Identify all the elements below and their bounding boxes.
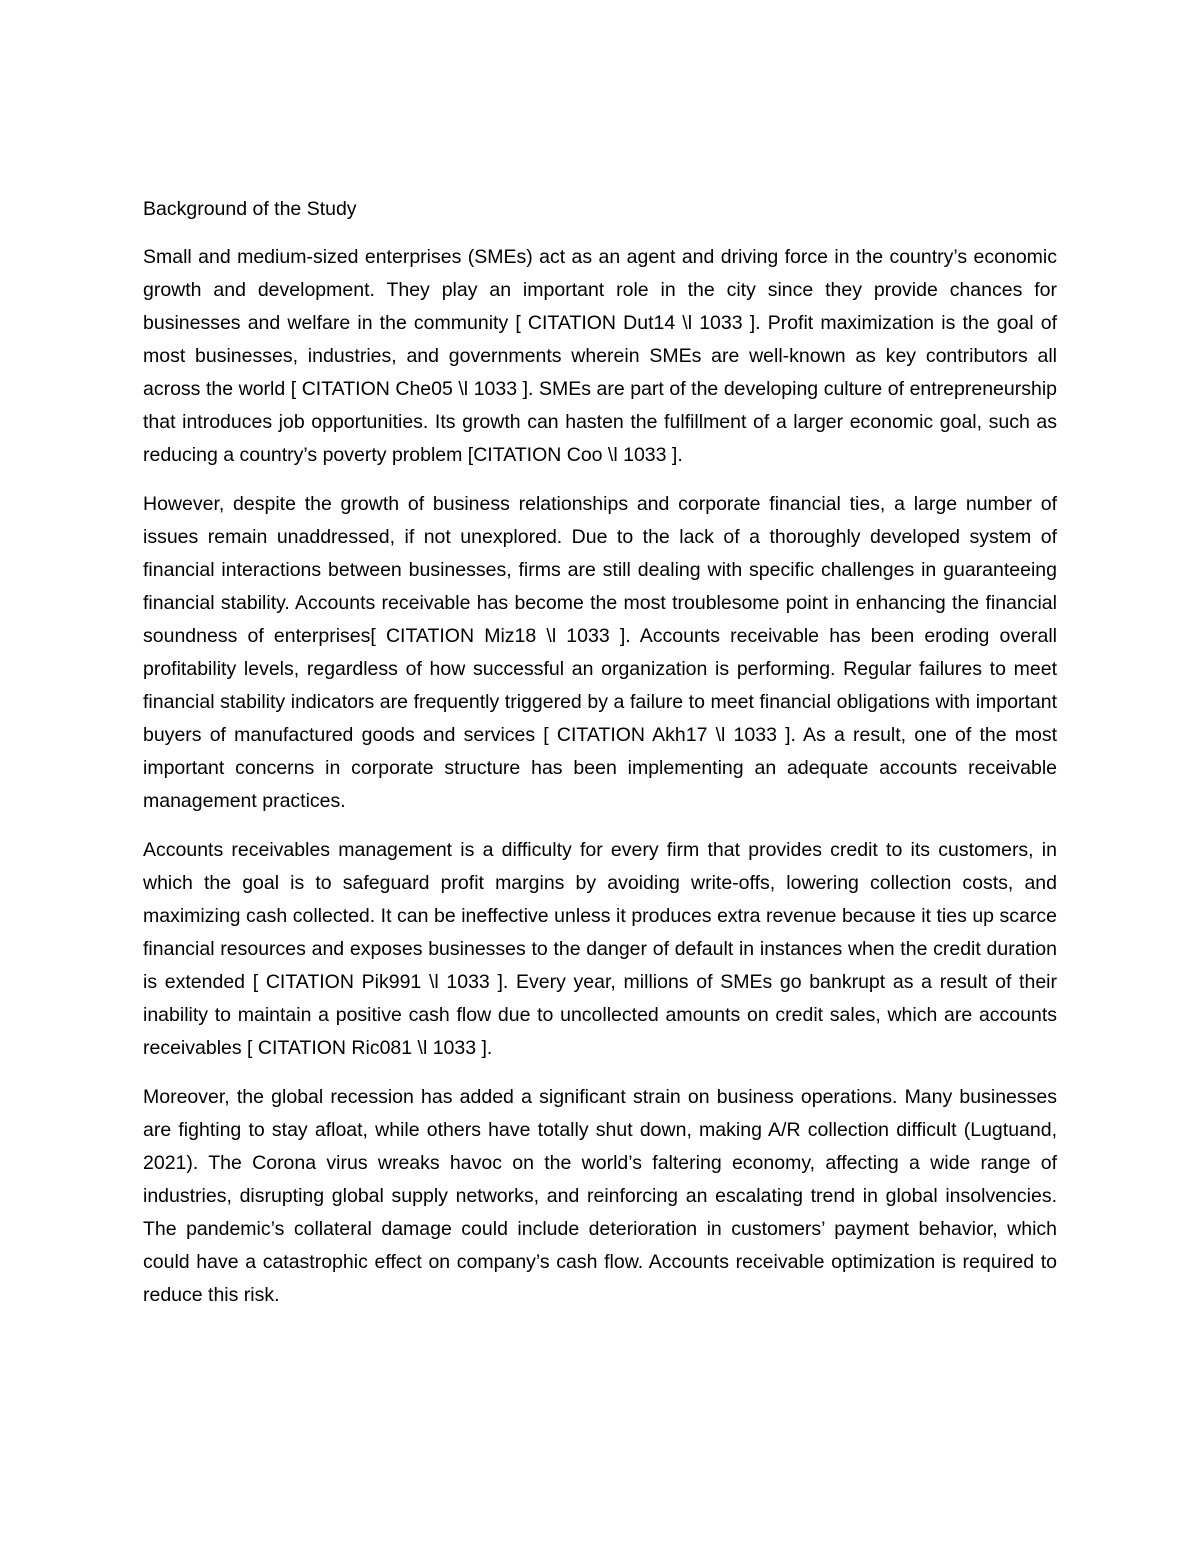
document-body (143, 193, 1057, 1328)
paragraph-2: However, despite the growth of business relationships and corporate financial ties, a large number of issues remain unaddressed, if not unexplored. Due to the lack of a thoroughly developed system of financial interactions between businesses, firms are still dealing with specific challenges in guaranteeing financial stability. Accounts receivable has become the most troublesome point in enhancing the financial soundness of enterprises[ CITATION Miz18 \l 1033 ]. Accounts receivable has been eroding overall profitability levels, regardless of how successful an organization is performing. Regular failures to meet financial stability indicators are frequently triggered by a failure to meet financial obligations with important buyers of manufactured goods and services [ CITATION Akh17 \l 1033 ]. As a result, one of the most important concerns in corporate structure has been implementing an adequate accounts receivable management practices. (143, 493, 1057, 812)
paragraph-4: Moreover, the global recession has added a significant strain on business operations. Many businesses are fighting to stay afloat, while others have totally shut down, making A/R collection difficult (Lugtuand, 2021). The Corona virus wreaks havoc on the world’s faltering economy, affecting a wide range of industries, disrupting global supply networks, and reinforcing an escalating trend in global insolvencies. The pandemic’s collateral damage could include deterioration in customers’ payment behavior, which could have a catastrophic effect on company’s cash flow. Accounts receivable optimization is required to reduce this risk. (143, 1086, 1057, 1306)
paragraph-3: Accounts receivables management is a difficulty for every firm that provides credit to its customers, in which the goal is to safeguard profit margins by avoiding write-offs, lowering collection costs, and maximizing cash collected. It can be ineffective unless it produces extra revenue because it ties up scarce financial resources and exposes businesses to the danger of default in instances when the credit duration is extended [ CITATION Pik991 \l 1033 ]. Every year, millions of SMEs go bankrupt as a result of their inability to maintain a positive cash flow due to uncollected amounts on credit sales, which are accounts receivables [ CITATION Ric081 \l 1033 ]. (143, 839, 1057, 1059)
paragraph-1: Small and medium-sized enterprises (SMEs) act as an agent and driving force in the country’s economic growth and development. They play an important role in the city since they provide chances for businesses and welfare in the community [ CITATION Dut14 \l 1033 ]. Profit maximization is the goal of most businesses, industries, and governments wherein SMEs are well-known as key contributors all across the world [ CITATION Che05 \l 1033 ]. SMEs are part of the developing culture of entrepreneurship that introduces job opportunities. Its growth can hasten the fulfillment of a larger economic goal, such as reducing a country’s poverty problem [CITATION Coo \l 1033 ]. (143, 246, 1057, 466)
section-heading: Background of the Study (143, 198, 357, 220)
